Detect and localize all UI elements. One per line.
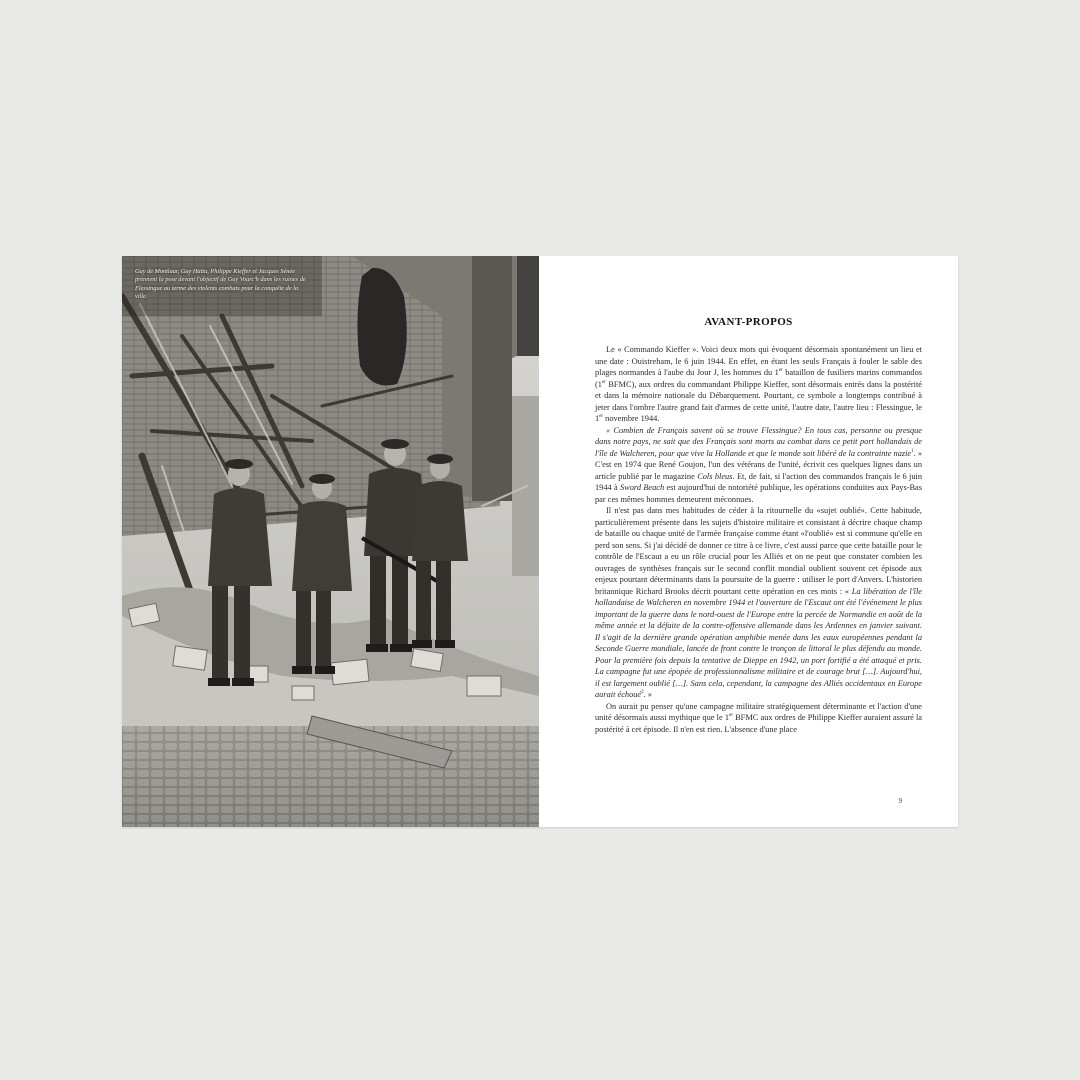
page-title: AVANT-PROPOS [704,316,793,328]
book-spread [122,256,958,827]
right-page-text [539,256,958,827]
body-text [595,344,922,735]
body-paragraph: On aurait pu penser qu'une campagne militaire stratégiquement déterminante et l'action d'une unité désormais aussi mythique que le 1er BFMC aux ordres de Philippe Kieffer auraient assuré la postérité à cet épisode. Il n'en est rien. L'absence d'une place [595,701,922,734]
photo-caption: Guy de Montlaur, Guy Hattu, Philippe Kieffer et Jacques Sénée prennent la pose devant l'objectif de Guy Vourc'h dans les ruines de Flessingue au terme des violents combats pour la conquête de la ville. [135,268,306,301]
page-number: 9 [898,797,902,805]
left-page-photo [122,256,539,827]
body-paragraph: Il n'est pas dans mes habitudes de céder à la ritournelle du «sujet oublié». Cette habitude, particulièrement présente dans les sujets d'histoire militaire et consistant à décrire chaque champ de bataille ou chaque unité de l'armée française comme étant «l'oublié» est si commune qu'elle en perd son sens. Si j'ai décidé de donner ce titre à ce livre, c'est aussi parce que cette bataille pour le contrôle de l'Escaut a eu un rôle crucial pour les Alliés et on ne peut que constater combien les ouvrages de synthèses français sur le second conflit mondial oublient souvent cet épisode aux enjeux pourtant déterminants dans la poursuite de la guerre : utiliser le port d'Anvers. L'historien britannique Richard Brooks décrit pourtant cette opération en ces mots : « La libération de l'île hollandaise de Walcheren en novembre 1944 et l'ouverture de l'Escaut ont été l'événement le plus important de la guerre dans le nord-ouest de l'Europe entre la percée de Normandie en août de la même année et la défaite de la contre-offensive allemande dans les Ardennes en janvier suivant. Il s'agit de la dernière grande opération amphibie menée dans les eaux européennes pendant la Seconde Guerre mondiale, lancée de front contre le tronçon de littoral le plus défendu au monde. Pour la première fois depuis la tentative de Dieppe en 1942, un port fortifié a été attaqué et pris. La campagne fut une épopée de professionnalisme militaire et de courage brut […]. Aujourd'hui, il est largement oublié […]. Sans cela, cependant, la campagne des Alliés occidentaux en Europe aurait échoué$^2$. » [595,506,922,699]
body-paragraph: Le « Commando Kieffer ». Voici deux mots qui évoquent désormais spontanément un lieu et une date : Ouistreham, le 6 juin 1944. En effet, en étant les seuls Français à fouler le sable des plages normandes à l'aube du Jour J, les hommes du 1er bataillon de fusiliers marins commandos (1er BFMC), aux ordres du commandant Philippe Kieffer, sont désormais entrés dans la postérité et dans la mémoire nationale du Débarquement. Pourtant, ce symbole a longtemps contribué à jeter dans l'ombre l'autre grand fait d'armes de cette unité, l'autre date, l'autre lieu : Flessingue, le 1er novembre 1944. [595,345,922,423]
body-paragraph: « Combien de Français savent où se trouve Flessingue? En tous cas, personne ou presque dans notre pays, ne sait que des Français sont morts au combat dans ce petit port hollandais de l'île de Walcheren, pour que vive la Hollande et que le monde soit libéré de la contrainte nazie$^1$. » C'est en 1974 que René Goujon, l'un des vétérans de l'unité, écrivit ces quelques lignes dans un article publié par le magazine Cols bleus. Et, de fait, si l'action des commandos français le 6 juin 1944 à Sword Beach est aujourd'hui de notoriété publique, les opérations conduites aux Pays-Bas par ces mêmes hommes demeurent méconnues. [595,425,923,504]
archival-photograph [122,256,539,827]
